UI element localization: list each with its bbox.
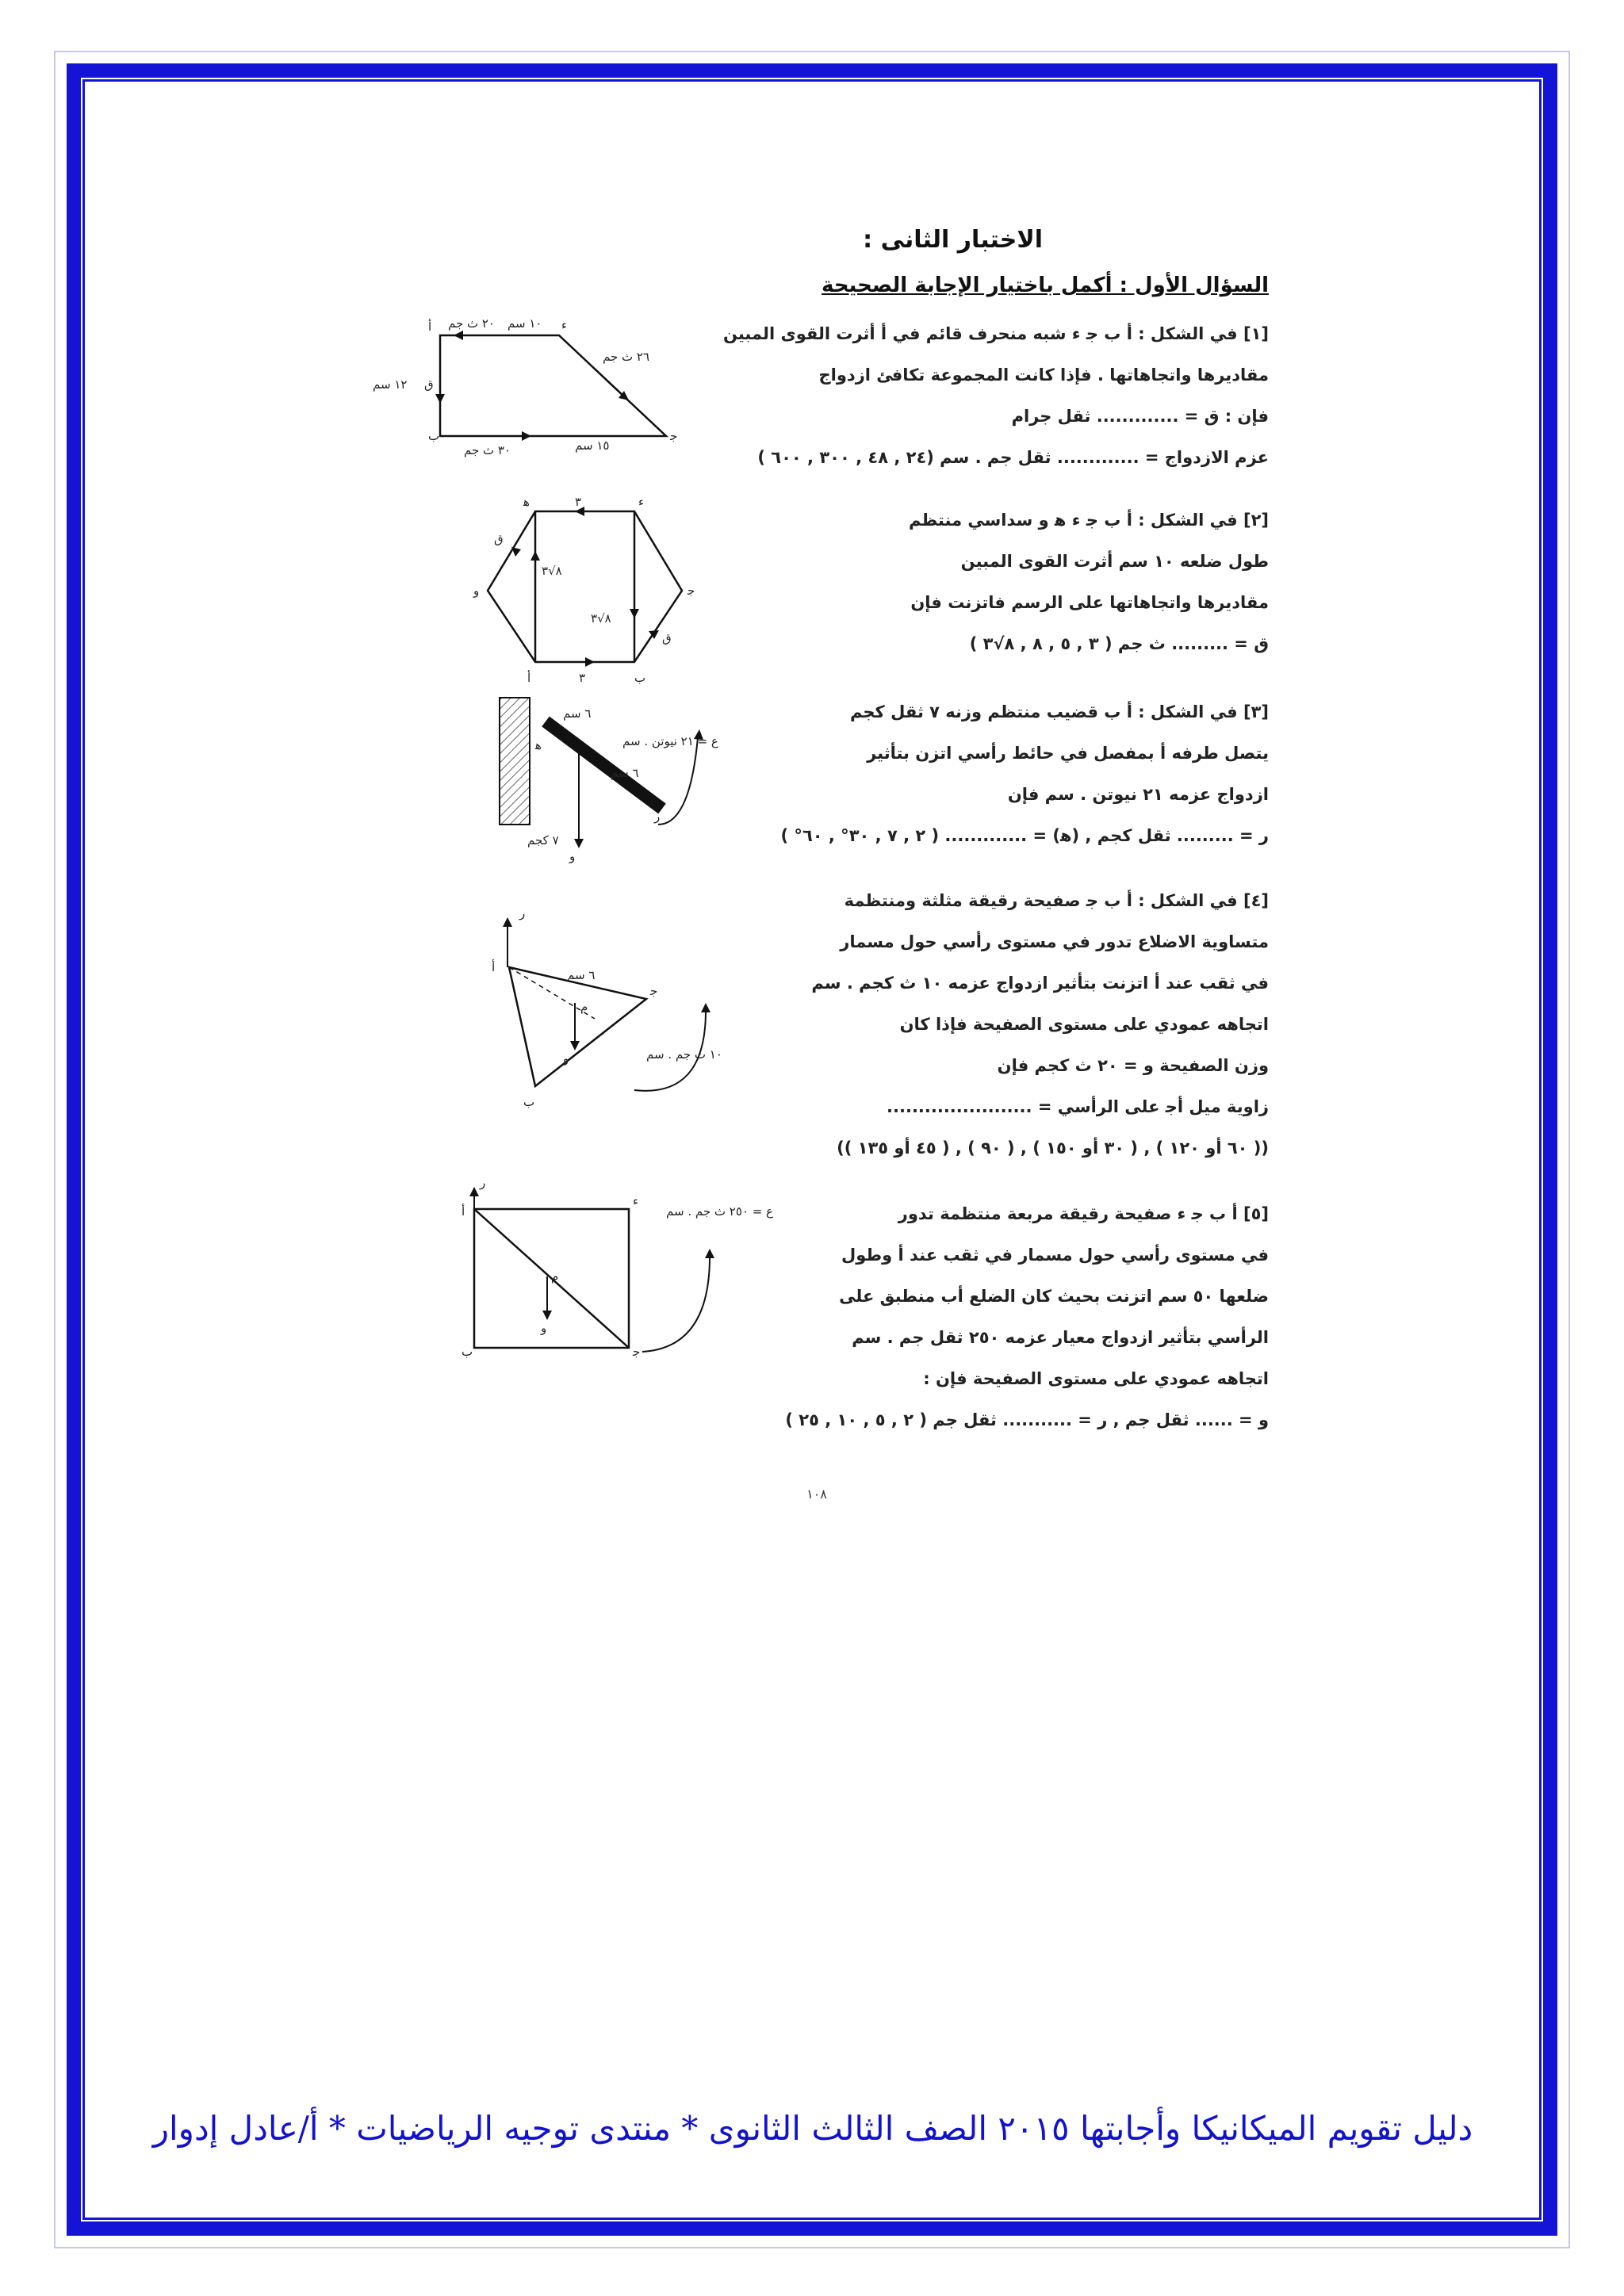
q1-fig-label: ق [424,377,434,392]
q3-fig-label: ر [654,809,661,824]
q1-line-3: فإن : ق = ............. ثقل جرام [1011,407,1269,426]
q1-fig-label: ٢٦ ث جم [603,350,650,364]
q1-fig-label: ١٠ سم [508,316,542,331]
footer-credit: دليل تقويم الميكانيكا وأجابتها ٢٠١٥ الصف الثالث الثانوى * منتدى توجيه الرياضيات * أ/عادل إدوار [152,2109,1473,2148]
q4-fig-label: ٦ سم [567,968,596,982]
q1-fig-label: ﺟ [670,429,678,443]
q3-fig-label: ﻫ [535,738,542,752]
q5-fig-label: و [541,1321,547,1335]
q1-fig-label: ب [428,429,440,443]
q4-fig-label: ١٠ ث جم . سم [646,1047,722,1062]
q5-fig-label: ﺟ [633,1345,641,1359]
q4-fig-label: أ [492,960,496,974]
q2-line-1: [٢] في الشكل : أ ب ﺟ ء ﻫ و سداسي منتظم [909,511,1269,530]
q4-line-5: وزن الصفيحة و = ٢٠ ث كجم فإن [997,1056,1269,1075]
q2-line-3: مقاديرها واتجاهاتها على الرسم فاتزنت فإن [910,593,1269,612]
q4-line-2: متساوية الاضلاع تدور في مستوى رأسي حول مسمار [840,932,1269,951]
q5-square-figure [444,1169,793,1368]
q5-line-3: ضلعها ٥٠ سم اتزنت بحيث كان الضلع أب منطبق على [839,1287,1269,1306]
q3-fig-label: و [569,849,576,863]
q2-fig-label: ق [494,532,504,546]
q5-line-6: و = ...... ثقل جم , ر = ........... ثقل جم ( ٢ , ٥ , ١٠ , ٢٥ ) [785,1410,1269,1429]
q1-line-2: مقاديرها واتجاهاتها . فإذا كانت المجموعة تكافئ ازدواج [818,365,1269,385]
q1-fig-label: ٣٠ ث جم [464,443,511,457]
q3-line-3: ازدواج عزمه ٢١ نيوتن . سم فإن [1007,785,1269,804]
q2-fig-label: ﺟ [688,584,695,598]
q1-fig-label: ١٥ سم [575,438,610,453]
q3-rod-figure [492,690,753,864]
q4-fig-label: ﺟ [650,984,658,998]
q2-fig-label: ق [662,631,672,645]
q2-fig-label: و [473,584,480,598]
q4-line-7: (( ٦٠ أو ١٢٠ ) , ( ٣٠ أو ١٥٠ ) , ( ٩٠ ) , ( ٤٥ أو ١٣٥ )) [837,1138,1269,1158]
q2-fig-label: ﻫ [523,495,530,509]
q5-fig-label: م [551,1269,559,1284]
q5-line-4: الرأسي بتأثير ازدواج معيار عزمه ٢٥٠ ثقل جم . سم [852,1328,1269,1347]
section-title: السؤال الأول : أكمل باختيار الإجابة الصحيحة [822,274,1269,297]
q2-fig-label: ٣ [575,495,582,509]
q4-fig-label: م [580,1000,588,1014]
q3-fig-label: ع = ٢١ نيوتن . سم [622,734,718,748]
q4-triangle-figure [476,900,737,1138]
test-title: الاختبار الثانى : [863,226,1043,254]
q2-fig-label: ٣ [579,671,586,685]
q5-line-2: في مستوى رأسي حول مسمار في ثقب عند أ وطول [841,1246,1269,1265]
q3-fig-label: ٧ كجم [527,833,559,848]
q4-fig-label: و [563,1051,569,1066]
q5-line-5: اتجاهه عمودي على مستوى الصفيحة فإن : [923,1369,1269,1388]
q2-fig-label: ٨√٣ [542,564,562,578]
q1-fig-label: أ [428,320,432,334]
q1-fig-label: ١٢ سم [373,377,408,392]
q3-fig-label: ٦ سم [611,766,639,780]
q1-fig-label: ٢٠ ث جم [448,316,496,331]
q5-fig-label: ر [480,1176,486,1190]
q5-fig-label: ع = ٢٥٠ ث جم . سم [666,1204,774,1219]
q5-fig-label: ء [633,1194,639,1208]
q2-hexagon-figure [472,495,710,690]
q1-line-1: [١] في الشكل : أ ب ﺟ ء شبه منحرف قائم في أ أثرت القوى المبين [722,324,1269,343]
q1-trapezoid-figure [365,313,714,472]
q5-line-1: [٥] أ ب ﺟ ء صفيحة رقيقة مربعة منتظمة تدور [898,1204,1269,1223]
q2-fig-label: ٨√٣ [591,611,611,626]
q1-line-4: عزم الازدواج = ............. ثقل جم . سم (٢٤ , ٤٨ , ٣٠٠ , ٦٠٠ ) [757,448,1269,467]
q3-line-1: [٣] في الشكل : أ ب قضيب منتظم وزنه ٧ ثقل كجم [849,702,1269,721]
q5-fig-label: أ [462,1204,465,1219]
q3-line-4: ر = ......... ثقل كجم , (ﻫ) = ............. ( ٢ , ٧ , ٣٠° , ٦٠° ) [780,826,1269,845]
q4-line-4: اتجاهه عمودي على مستوى الصفيحة فإذا كان [899,1015,1269,1034]
q3-fig-label: ٦ سم [563,706,592,721]
q4-line-1: [٤] في الشكل : أ ب ﺟ صفيحة رقيقة مثلثة ومنتظمة [844,891,1269,910]
q4-fig-label: ر [519,906,526,920]
q1-fig-label: ء [561,318,568,332]
q2-line-4: ق = ......... ث جم ( ٣ , ٥ , ٨ , ٨√٣ ) [969,634,1269,653]
q5-fig-label: ب [462,1345,473,1359]
page-number: ١٠٨ [806,1487,827,1502]
q2-line-2: طول ضلعه ١٠ سم أثرت القوى المبين [960,552,1269,571]
q4-line-3: في ثقب عند أ اتزنت بتأثير ازدواج عزمه ١٠ ث كجم . سم [811,974,1269,993]
q3-line-2: يتصل طرفه أ بمفصل في حائط رأسي اتزن بتأثير [867,744,1269,763]
q2-fig-label: ب [634,671,646,685]
q4-fig-label: ب [523,1095,535,1109]
q2-fig-label: ء [638,495,645,509]
q2-fig-label: أ [527,671,531,685]
q4-line-6: زاوية ميل أﺟ على الرأسي = ....................... [887,1097,1269,1116]
